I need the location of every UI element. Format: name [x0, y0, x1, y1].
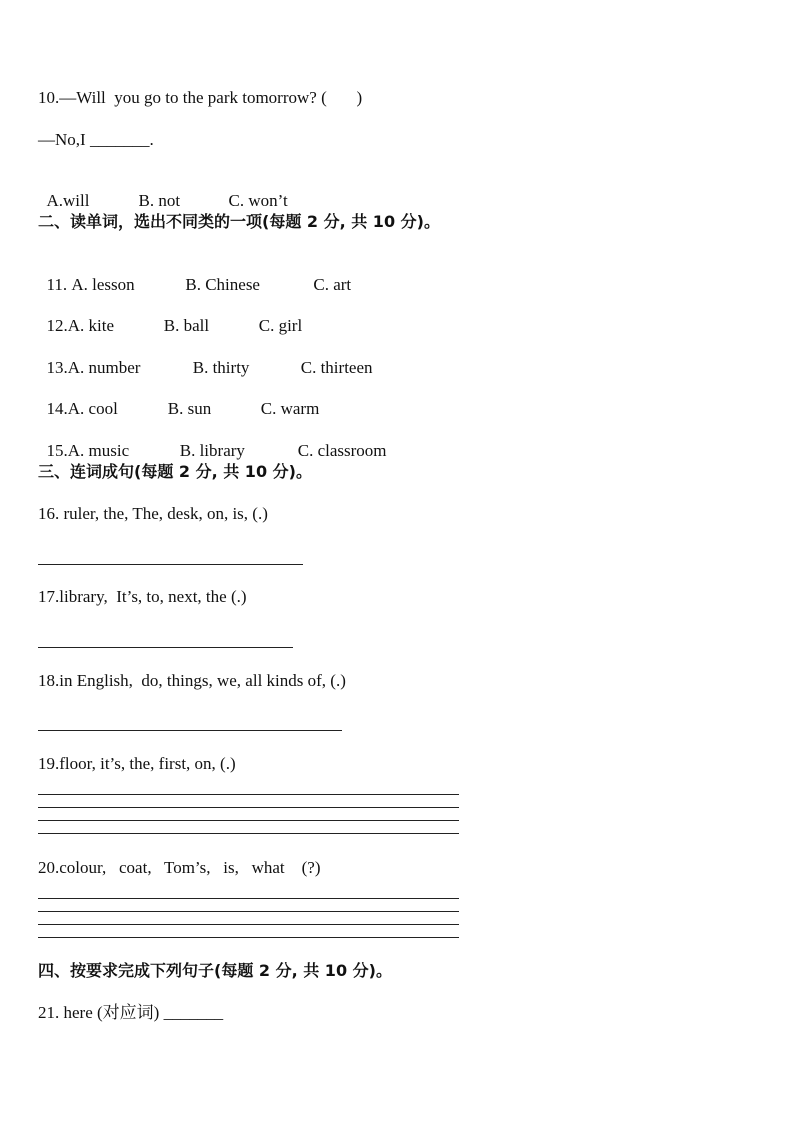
answer-line: [38, 911, 459, 912]
option-b: B. Chinese: [185, 275, 260, 294]
option-c: C. girl: [258, 316, 303, 335]
option-a: A. kite: [67, 316, 115, 335]
section-2-heading: 二、读单词，选出不同类的一项(每题 2 分, 共 10 分)。: [38, 212, 440, 231]
section-3-heading: 三、连词成句(每题 2 分, 共 10 分)。: [38, 462, 312, 481]
answer-line: [38, 924, 459, 925]
question-number: 11.: [46, 275, 72, 294]
question-18: 18.in English, do, things, we, all kinds of, (.): [38, 671, 346, 690]
question-15: [38, 421, 387, 461]
answer-line: [38, 730, 342, 731]
option-a: A.will: [46, 191, 90, 210]
question-11: [38, 255, 351, 295]
option-a: A. music: [67, 441, 130, 460]
answer-line: [38, 820, 459, 821]
question-number: 12.: [46, 316, 68, 335]
answer-line: [38, 807, 459, 808]
option-a: A. number: [67, 358, 141, 377]
answer-line: [38, 647, 293, 648]
question-number: 13.: [46, 358, 68, 377]
option-a: A. lesson: [71, 275, 135, 294]
option-b: B. ball: [163, 316, 210, 335]
option-c: C. classroom: [297, 441, 387, 460]
question-number: 15.: [46, 441, 68, 460]
option-c: C. warm: [260, 399, 320, 418]
answer-line: [38, 833, 459, 834]
question-10-answer-line: —No,I _______.: [38, 130, 154, 149]
question-19: 19.floor, it’s, the, first, on, (.): [38, 754, 236, 773]
question-14: [38, 379, 319, 419]
option-c: C. thirteen: [300, 358, 373, 377]
question-12: [38, 296, 302, 336]
question-10: 10.—Will you go to the park tomorrow? ( ): [38, 88, 363, 107]
option-b: B. not: [138, 191, 181, 210]
question-13: [38, 338, 373, 378]
question-10-options: [38, 171, 288, 211]
option-a: A. cool: [67, 399, 118, 418]
answer-line: [38, 898, 459, 899]
option-b: B. thirty: [192, 358, 250, 377]
option-c: C. won’t: [228, 191, 288, 210]
answer-line: [38, 564, 303, 565]
option-c: C. art: [313, 275, 352, 294]
question-21: 21. here (对应词) _______: [38, 1003, 224, 1022]
option-b: B. library: [179, 441, 245, 460]
question-20: 20.colour, coat, Tom’s, is, what (?): [38, 858, 321, 877]
option-b: B. sun: [167, 399, 212, 418]
question-17: 17.library, It’s, to, next, the (.): [38, 587, 247, 606]
answer-line: [38, 937, 459, 938]
section-4-heading: 四、按要求完成下列句子(每题 2 分, 共 10 分)。: [38, 961, 392, 980]
answer-line: [38, 794, 459, 795]
question-16: 16. ruler, the, The, desk, on, is, (.): [38, 504, 268, 523]
question-number: 14.: [46, 399, 68, 418]
